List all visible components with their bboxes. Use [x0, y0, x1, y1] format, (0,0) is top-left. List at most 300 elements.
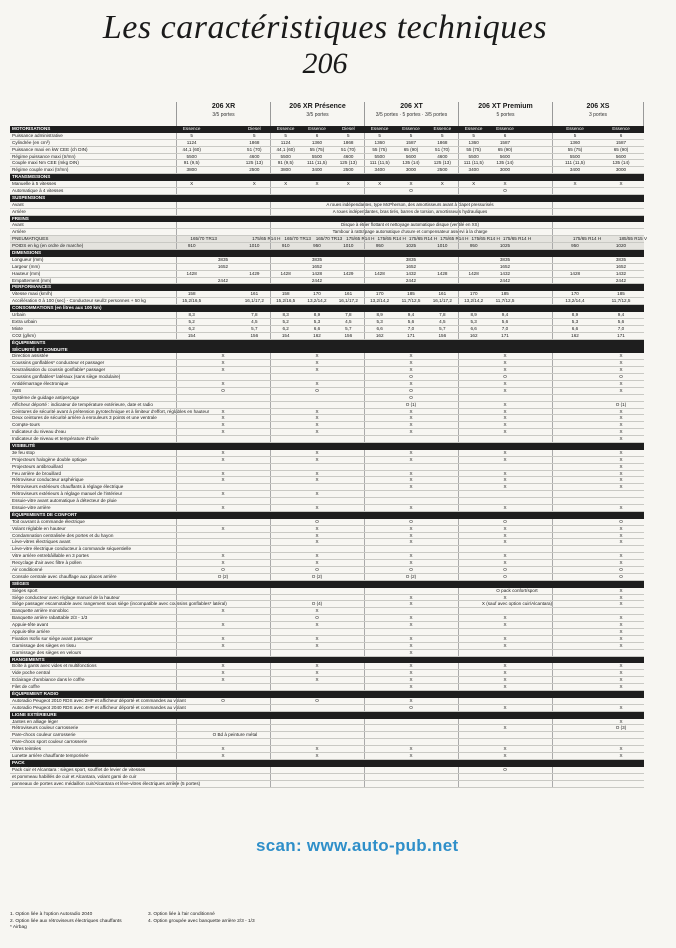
- column-divider: [552, 684, 553, 690]
- spec-label: Vitres teintées: [12, 746, 42, 752]
- spec-value: X: [409, 484, 413, 490]
- spec-value: X: [503, 746, 507, 752]
- spec-value: 5,2: [282, 318, 289, 324]
- spec-value: 7,8: [345, 312, 352, 318]
- spec-value: 3400: [468, 167, 479, 173]
- column-divider: [458, 167, 459, 173]
- spec-value: X: [315, 677, 319, 683]
- spec-value: 135 (14): [402, 160, 420, 166]
- column-divider: [458, 457, 459, 463]
- column-divider: [270, 484, 271, 490]
- spec-label: Rétroviseurs extérieurs chauffants à réglage électrique: [12, 484, 124, 490]
- spec-value: 170: [313, 291, 321, 297]
- column-divider: [270, 560, 271, 566]
- spec-value: X: [440, 181, 444, 187]
- spec-value: 8,9: [470, 312, 477, 318]
- column-divider: [552, 774, 553, 780]
- section-header: [10, 216, 644, 223]
- spec-value: 2500: [249, 167, 260, 173]
- spec-value: X: [619, 353, 623, 359]
- column-divider: [364, 402, 365, 408]
- spec-row: [10, 160, 644, 167]
- spec-label: Air conditionné: [12, 567, 43, 572]
- column-divider: [364, 705, 365, 711]
- spec-value: 111 (11,5): [565, 160, 585, 166]
- column-divider: [552, 560, 553, 566]
- spec-value: 5,2: [188, 318, 195, 324]
- column-divider: [458, 767, 459, 773]
- spec-value: X: [409, 635, 413, 641]
- column-divider: [176, 491, 177, 497]
- spec-label: PNEUMATIQUES: [12, 236, 49, 242]
- spec-value: X: [221, 622, 225, 628]
- spec-value: X: [315, 367, 319, 373]
- spec-value: X: [315, 422, 319, 428]
- column-divider: [364, 533, 365, 539]
- column-divider: [552, 181, 553, 187]
- column-divider: [364, 498, 365, 504]
- column-divider: [458, 278, 459, 284]
- spec-row: [10, 588, 644, 595]
- spec-span-value: Disque à étrier flottant et nettoyage automatique disque (ventilé en XS): [341, 222, 479, 228]
- column-divider: [270, 298, 271, 304]
- spec-value: 8,3: [188, 312, 195, 318]
- spec-value: 5,7: [345, 325, 352, 331]
- spec-value: X: [619, 470, 623, 476]
- column-divider: [270, 698, 271, 704]
- spec-value: X: [409, 415, 413, 421]
- spec-value: X: [619, 387, 623, 393]
- spec-value: X: [221, 642, 225, 648]
- spec-value: 135 (14): [496, 160, 514, 166]
- spec-value: O: [619, 573, 623, 579]
- column-divider: [270, 533, 271, 539]
- spec-label: Coussins gonflables* conducteur et passager: [12, 360, 105, 366]
- spec-value: 7,8: [439, 312, 446, 318]
- spec-label: Arrière: [12, 208, 26, 214]
- spec-value: 111 (11,5): [369, 160, 390, 166]
- spec-label: POIDS en kg (en ordre de marche): [12, 243, 84, 249]
- section-header: [10, 284, 644, 291]
- column-divider: [364, 505, 365, 511]
- spec-label: Mixte: [12, 325, 23, 331]
- column-divider: [270, 567, 271, 573]
- spec-label: Afficheur déporté : indicateur de température extérieure, date et radio: [12, 401, 153, 407]
- spec-value: Essence: [496, 126, 514, 131]
- column-divider: [364, 312, 365, 318]
- spec-value: X: [315, 470, 319, 476]
- column-divider: [458, 374, 459, 380]
- column-divider: [552, 209, 553, 215]
- spec-value: X: [409, 684, 413, 690]
- spec-value: 8,9: [313, 312, 321, 318]
- section-header: [10, 250, 644, 257]
- spec-row: [10, 663, 644, 670]
- column-divider: [364, 684, 365, 690]
- spec-label: Puissance administrative: [12, 132, 63, 138]
- spec-value: 950: [313, 243, 321, 249]
- column-divider: [458, 333, 459, 339]
- spec-value: 3835: [405, 256, 417, 262]
- column-divider: [176, 567, 177, 573]
- spec-value: 5: [409, 132, 413, 138]
- spec-value: 1428: [280, 270, 291, 276]
- spec-label: Essuie-vitre avant automatique à détecteur de pluie: [12, 498, 117, 504]
- spec-row: [10, 188, 644, 195]
- spec-value: 2500: [437, 167, 448, 173]
- column-divider: [270, 781, 271, 787]
- spec-label: Régime puissance maxi (tr/mn): [12, 153, 76, 159]
- spec-value: X: [409, 615, 413, 621]
- spec-value: O: [503, 518, 507, 524]
- column-divider: [364, 209, 365, 215]
- spec-value: 1868: [343, 139, 354, 145]
- spec-row: [10, 670, 644, 677]
- spec-label: Avant: [12, 201, 24, 207]
- column-divider: [552, 243, 553, 249]
- column-divider: [364, 360, 365, 366]
- spec-row: [10, 484, 644, 491]
- column-divider: [364, 409, 365, 415]
- column-divider: [176, 395, 177, 401]
- column-divider: [270, 388, 271, 394]
- spec-row: [10, 595, 644, 602]
- spec-value: O: [409, 704, 413, 710]
- spec-value: 7,8: [251, 312, 258, 318]
- spec-value: X: [221, 456, 225, 462]
- spec-value: 154: [281, 332, 290, 338]
- spec-value: 162: [313, 332, 321, 338]
- column-divider: [458, 229, 459, 235]
- column-divider: [176, 381, 177, 387]
- spec-value: X: [503, 422, 507, 428]
- spec-label: Projecteurs halogène double optique: [12, 456, 87, 462]
- spec-value: X: [503, 408, 507, 414]
- spec-value: 111 (11,5): [307, 160, 327, 166]
- spec-label: Rétroviseurs couleur carrosserie: [12, 725, 79, 731]
- column-divider: [176, 533, 177, 539]
- column-divider: [458, 160, 459, 166]
- spec-value: X: [315, 532, 319, 538]
- column-divider: [458, 209, 459, 215]
- column-divider: [176, 409, 177, 415]
- column-divider: [364, 264, 365, 270]
- column-divider: [364, 491, 365, 497]
- spec-value: X: [619, 525, 623, 531]
- spec-value: 15,2/16,5: [276, 298, 296, 304]
- spec-label: Direction assistée: [12, 353, 49, 359]
- column-divider: [364, 643, 365, 649]
- spec-value: X: [315, 429, 319, 435]
- spec-value: 175/65 R14 H: [377, 236, 406, 242]
- spec-value: Essence: [276, 126, 295, 131]
- column-divider: [270, 464, 271, 470]
- spec-value: 1432: [405, 270, 417, 276]
- column-divider: [364, 636, 365, 642]
- column-divider: [364, 167, 365, 173]
- column-divider: [458, 298, 459, 304]
- column-divider: [364, 291, 365, 297]
- column-divider: [552, 595, 553, 601]
- spec-value: Essence: [612, 126, 630, 131]
- spec-row: [10, 147, 644, 154]
- spec-row: [10, 415, 644, 422]
- spec-value: Essence: [433, 126, 452, 131]
- column-divider: [270, 402, 271, 408]
- spec-value: 1652: [217, 263, 229, 269]
- spec-label: Banquette arrière monobloc: [12, 608, 69, 614]
- spec-row: [10, 409, 644, 416]
- spec-label: CONSOMMATIONS (en litres aux 100 km): [12, 305, 102, 311]
- spec-label: TRANSMISSIONS: [12, 174, 51, 180]
- spec-value: X: [503, 684, 507, 690]
- column-divider: [458, 698, 459, 704]
- spec-label: Siège conducteur avec réglage manuel de la hauteur: [12, 594, 120, 600]
- spec-value: X: [619, 484, 623, 490]
- spec-value: X: [190, 181, 194, 187]
- spec-label: Banquette arrière rabattable 2/3 - 1/3: [12, 615, 88, 621]
- spec-value: O: [619, 518, 623, 524]
- spec-row: [10, 360, 644, 367]
- spec-value: O (1): [405, 401, 417, 407]
- footnotes: [10, 912, 430, 932]
- column-divider: [176, 498, 177, 504]
- spec-value: X: [409, 477, 413, 483]
- column-divider: [552, 278, 553, 284]
- spec-value: X: [503, 353, 507, 359]
- column-divider: [552, 319, 553, 325]
- spec-label: Autoradio Peugeot 2040 RDS avec 4HP et afficheur déporté et commandes au volant: [12, 704, 186, 710]
- column-divider: [364, 257, 365, 263]
- column-divider: [458, 725, 459, 731]
- spec-value: X: [315, 360, 319, 366]
- spec-value: X: [409, 449, 413, 455]
- spec-value: Essence: [182, 126, 201, 131]
- column-divider: [552, 505, 553, 511]
- column-divider: [364, 753, 365, 759]
- spec-value: X: [503, 622, 507, 628]
- column-divider: [458, 353, 459, 359]
- spec-value: X: [619, 456, 623, 462]
- column-divider: [270, 278, 271, 284]
- spec-label: Eclairage d'ambiance dans le coffre: [12, 677, 85, 683]
- spec-value: 5600: [405, 153, 417, 159]
- column-divider: [458, 746, 459, 752]
- column-divider: [364, 271, 365, 277]
- column-divider: [270, 395, 271, 401]
- spec-label: panneaux de portes avec médaillon cuir/Alcantara et lève-vitres électriques arrière (5 portes): [12, 780, 201, 786]
- spec-value: 1432: [499, 270, 511, 276]
- column-divider: [364, 422, 365, 428]
- column-divider: [364, 484, 365, 490]
- column-divider: [552, 450, 553, 456]
- column-divider: [176, 622, 177, 628]
- spec-value: 1124: [186, 139, 197, 145]
- section-header: [10, 581, 644, 588]
- column-divider: [552, 147, 553, 153]
- column-divider: [176, 257, 177, 263]
- spec-value: 5,6: [407, 318, 415, 324]
- column-divider: [458, 595, 459, 601]
- spec-value: 65 (90): [497, 146, 513, 152]
- column-divider: [270, 588, 271, 594]
- spec-value: 175/65 R14 H: [408, 236, 438, 242]
- spec-value: O: [315, 615, 319, 621]
- spec-row: [10, 471, 644, 478]
- column-divider: [176, 154, 177, 160]
- spec-value: X: [221, 663, 225, 669]
- model-col-3: [458, 102, 552, 126]
- column-divider: [458, 519, 459, 525]
- spec-value: X: [619, 629, 623, 635]
- spec-value: 13,2/14,2: [307, 298, 327, 304]
- column-divider: [270, 236, 271, 242]
- spec-value: X: [315, 353, 319, 359]
- spec-value: 16,1/17,2: [338, 298, 358, 304]
- spec-value: 1428: [437, 270, 448, 276]
- column-divider: [552, 133, 553, 139]
- column-divider: [552, 732, 553, 738]
- column-divider: [270, 650, 271, 656]
- spec-value: 7,0: [617, 325, 625, 331]
- spec-row: [10, 457, 644, 464]
- spec-value: X: [619, 746, 623, 752]
- column-divider: [458, 567, 459, 573]
- spec-value: X: [221, 367, 225, 373]
- spec-row: [10, 181, 644, 188]
- section-header: [10, 512, 644, 519]
- column-divider: [458, 188, 459, 194]
- spec-row: [10, 264, 644, 271]
- spec-row: [10, 650, 644, 657]
- spec-value: 6: [503, 132, 507, 138]
- column-divider: [364, 698, 365, 704]
- column-divider: [552, 395, 553, 401]
- column-divider: [176, 767, 177, 773]
- column-divider: [364, 229, 365, 235]
- spec-row: [10, 526, 644, 533]
- section-header: [10, 340, 644, 347]
- column-divider: [270, 719, 271, 725]
- column-divider: [458, 133, 459, 139]
- column-divider: [176, 643, 177, 649]
- spec-row: [10, 774, 644, 781]
- section-header: [10, 443, 644, 450]
- column-divider: [270, 319, 271, 325]
- column-divider: [176, 333, 177, 339]
- spec-label: Neutralisation du coussin gonflable* passager: [12, 367, 106, 373]
- spec-row: [10, 615, 644, 622]
- column-divider: [364, 450, 365, 456]
- section-header: [10, 691, 644, 698]
- spec-value: 170: [375, 291, 384, 297]
- spec-row: [10, 229, 644, 236]
- spec-value: O: [315, 567, 319, 572]
- spec-value: 51 (70): [435, 146, 450, 152]
- model-doors: 3/5 portes · 5 portes · 3/5 portes: [375, 112, 448, 118]
- column-divider: [458, 574, 459, 580]
- column-divider: [176, 450, 177, 456]
- spec-value: 5,6: [617, 318, 625, 324]
- column-divider: [364, 202, 365, 208]
- column-divider: [176, 774, 177, 780]
- column-divider: [176, 298, 177, 304]
- spec-label: ÉQUIPEMENT RADIO: [12, 691, 59, 697]
- column-divider: [364, 298, 365, 304]
- column-divider: [270, 636, 271, 642]
- spec-value: X: [503, 456, 507, 462]
- page-title: Les caractéristiques techniques: [102, 9, 548, 46]
- column-divider: [458, 450, 459, 456]
- spec-label: MOTORISATIONS: [12, 126, 51, 131]
- spec-label: Appuis-tête arrière: [12, 629, 50, 635]
- spec-label: Deux ceintures de sécurité arrière à enrouleurs 3 points et une ventrale: [12, 415, 157, 421]
- column-divider: [270, 167, 271, 173]
- spec-value: 9,4: [617, 312, 625, 318]
- column-divider: [176, 650, 177, 656]
- column-divider: [270, 539, 271, 545]
- column-divider: [270, 257, 271, 263]
- spec-value: 175/65 R14 H: [471, 236, 500, 242]
- column-divider: [270, 457, 271, 463]
- column-divider: [458, 615, 459, 621]
- spec-value: 65 (90): [613, 146, 629, 152]
- column-divider: [458, 491, 459, 497]
- spec-value: X: [619, 622, 623, 628]
- column-divider: [176, 477, 177, 483]
- column-divider: [176, 278, 177, 284]
- column-divider: [552, 767, 553, 773]
- column-divider: [176, 595, 177, 601]
- spec-value: 185: [617, 291, 625, 297]
- column-divider: [270, 188, 271, 194]
- column-divider: [270, 739, 271, 745]
- column-divider: [176, 739, 177, 745]
- column-divider: [270, 746, 271, 752]
- spec-value: 1432: [615, 270, 627, 276]
- column-divider: [364, 388, 365, 394]
- spec-value: 51 (70): [341, 146, 356, 152]
- spec-value: X: [503, 504, 507, 510]
- spec-label: Projecteurs antibrouillard: [12, 463, 63, 469]
- spec-value: X: [409, 746, 413, 752]
- spec-value: 171: [407, 332, 415, 338]
- spec-label: ABS: [12, 387, 22, 393]
- spec-value: 185/55 R15 V: [618, 236, 648, 242]
- column-divider: [552, 264, 553, 270]
- column-divider: [270, 154, 271, 160]
- spec-value: 2442: [499, 277, 511, 283]
- column-divider: [176, 588, 177, 594]
- spec-value: X: [221, 360, 225, 366]
- column-divider: [270, 271, 271, 277]
- spec-value: X: [409, 504, 413, 510]
- spec-value: 55 (75): [372, 146, 387, 152]
- column-divider: [364, 622, 365, 628]
- spec-label: Longueur (mm): [12, 256, 44, 262]
- spec-value: O (2): [217, 573, 229, 579]
- spec-label: Couple maxi Nm CEE (mkg DIN): [12, 160, 79, 166]
- spec-value: O: [315, 697, 319, 703]
- spec-value: O: [503, 766, 507, 772]
- spec-value: O: [503, 573, 507, 579]
- spec-value: 6: [315, 132, 319, 138]
- column-divider: [270, 202, 271, 208]
- column-divider: [552, 553, 553, 559]
- spec-value: 950: [571, 243, 579, 249]
- spec-value: X: [619, 367, 623, 373]
- column-divider: [364, 539, 365, 545]
